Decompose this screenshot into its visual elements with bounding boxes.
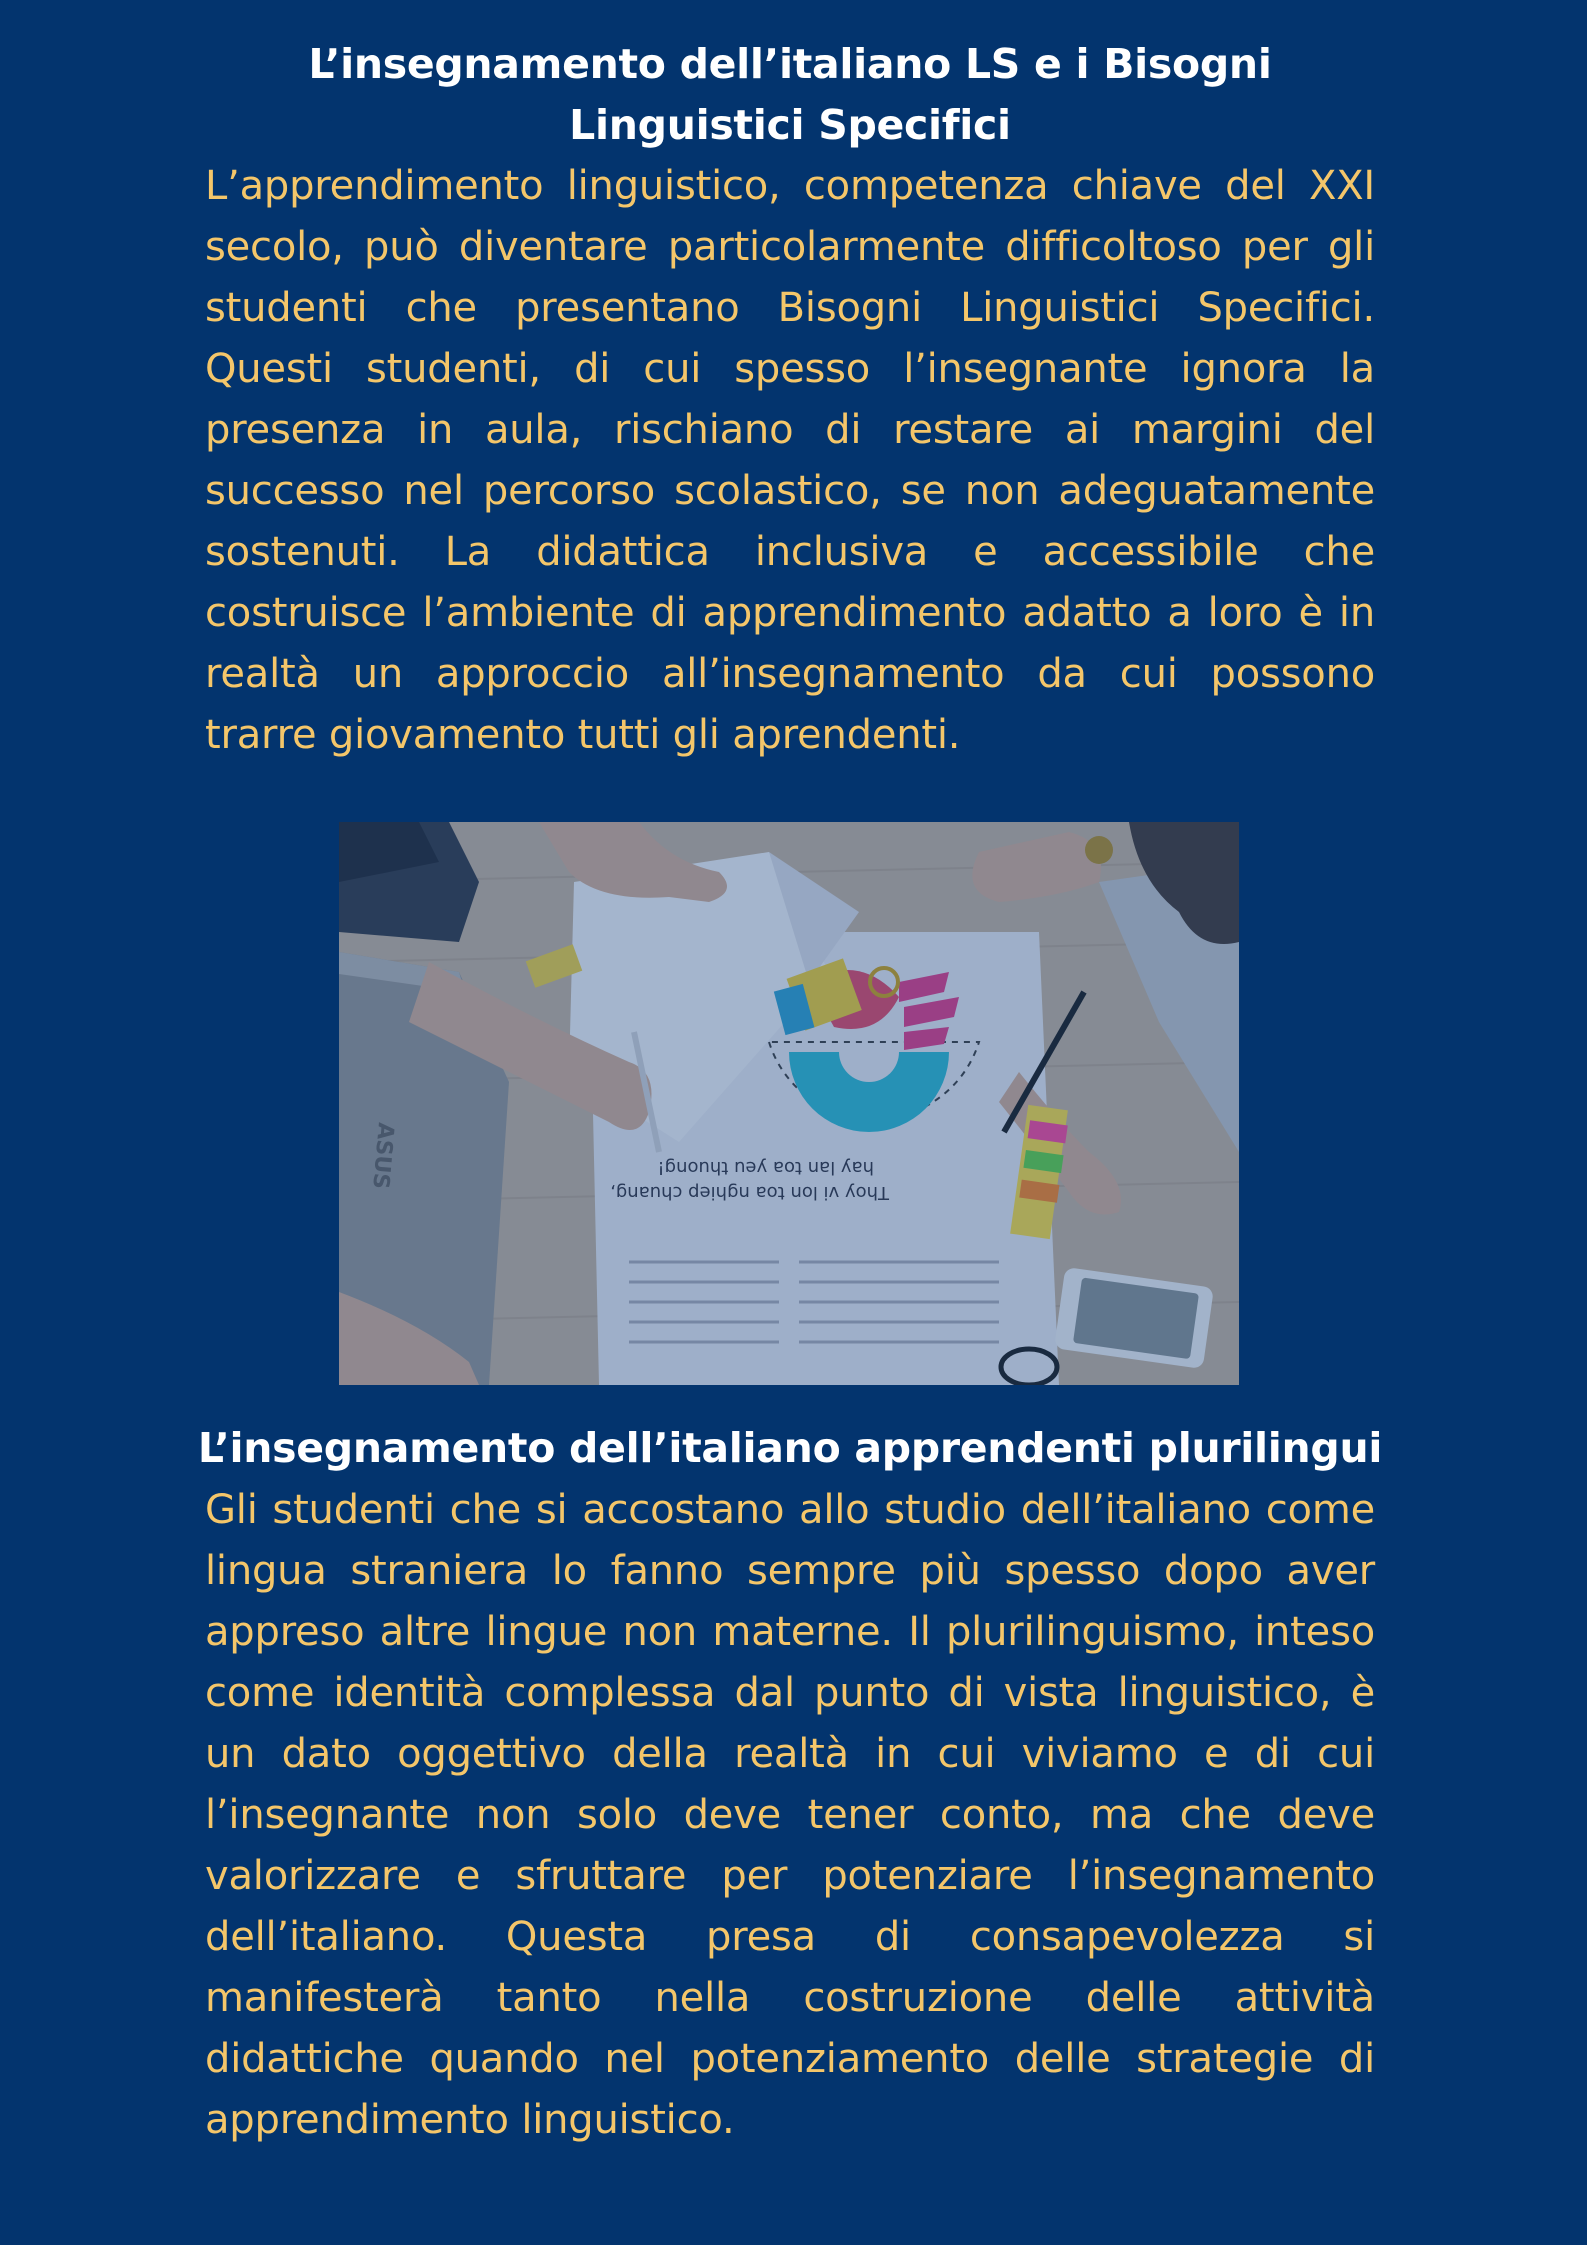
section-1-title: L’insegnamento dell’italiano LS e i Bisogni Linguistici Specifici bbox=[308, 40, 1272, 149]
section-2-title: L’insegnamento dell’italiano apprendenti plurilingui bbox=[197, 1424, 1383, 1472]
section-2-body: Gli studenti che si accostano allo studio dell’italiano come lingua straniera lo fanno sempre più spesso dopo aver appreso altre lingue non materne. Il plurilinguismo, inteso come identità complessa dal punto di vista linguistico, è un dato oggettivo della realtà in cui viviamo e di cui l’insegnante non solo deve tener conto, ma che deve valorizzare e sfruttare per potenziare l’insegnamento dell’italiano. Questa presa di consapevolezza si manifesterà tanto nella costruzione delle attività didattiche quando nel potenziamento delle strategie di apprendimento linguistico. bbox=[205, 1487, 1375, 2143]
section-1-body: L’apprendimento linguistico, competenza chiave del XXI secolo, può diventare particolarmente difficoltoso per gli studenti che presentano Bisogni Linguistici Specifici. Questi studenti, di cui spesso l’insegnante ignora la presenza in aula, rischiano di restare ai margini del successo nel percorso scolastico, se non adeguatamente sostenuti. La didattica inclusiva e accessibile che costruisce l’ambiente di apprendimento adatto a loro è in realtà un approccio all’insegnamento da cui possono trarre giovamento tutti gli aprendenti. bbox=[205, 163, 1375, 758]
laptop-brand-label: ASUS bbox=[367, 1121, 398, 1190]
poster-line-2: hay lan toa yeu thuong! bbox=[657, 1157, 874, 1178]
poster-line-1: Thoy vi lon toa nghiep chuang, bbox=[610, 1182, 889, 1203]
classroom-photo bbox=[339, 822, 1239, 1385]
